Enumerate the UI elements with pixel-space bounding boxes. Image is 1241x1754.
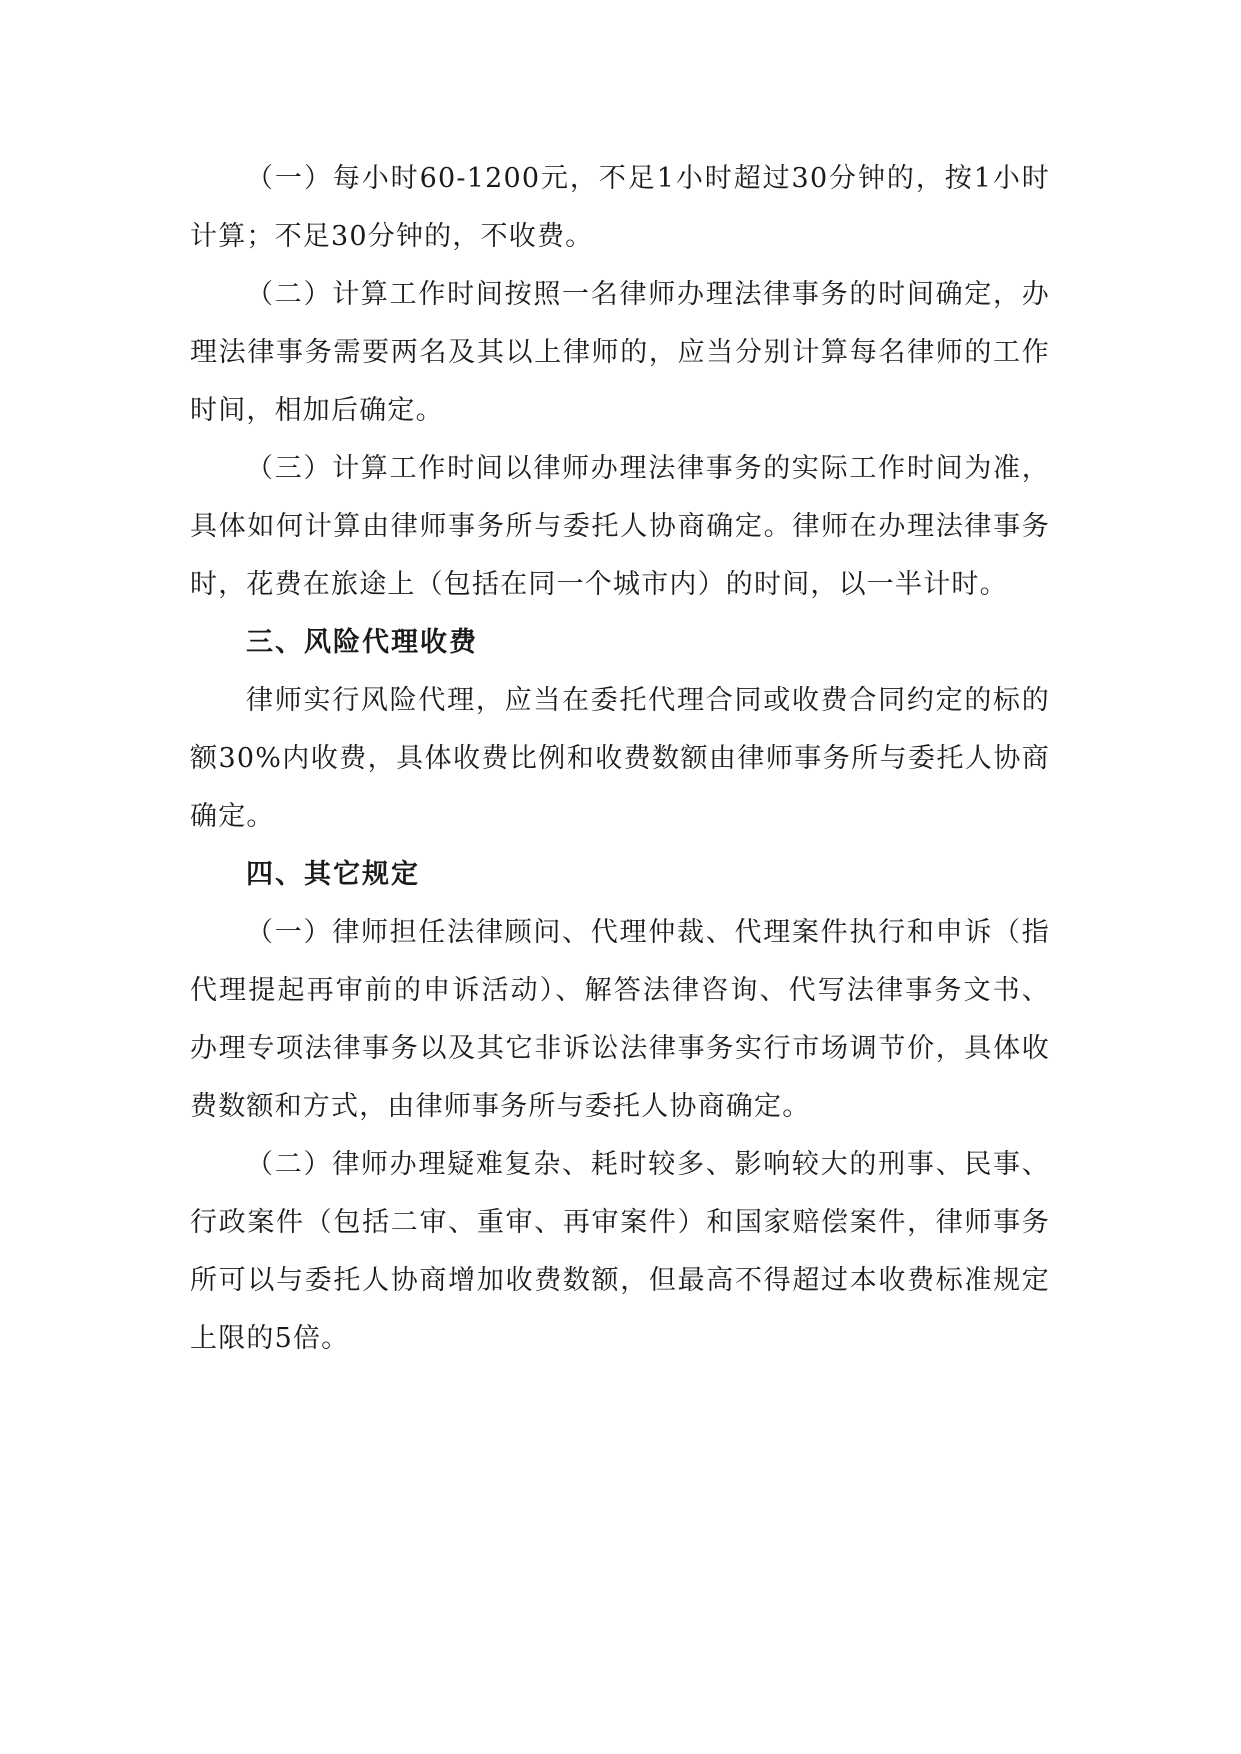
section-heading-risk-agency: 三、风险代理收费 — [246, 627, 478, 658]
paragraph-work-time-calculation: （二）计算工作时间按照一名律师办理法律事务的时间确定，办理法律事务需要两名及其以上律师的，应当分别计算每名律师的工作时间，相加后确定。 — [190, 279, 1050, 426]
paragraph-actual-work-time: （三）计算工作时间以律师办理法律事务的实际工作时间为准，具体如何计算由律师事务所与委托人协商确定。律师在办理法律事务时，花费在旅途上（包括在同一个城市内）的时间，以一半计时。 — [190, 453, 1050, 600]
paragraph-market-price: （一）律师担任法律顾问、代理仲裁、代理案件执行和申诉（指代理提起再审前的申诉活动）、解答法律咨询、代写法律事务文书、办理专项法律事务以及其它非诉讼法律事务实行市场调节价，具体收费数额和方式，由律师事务所与委托人协商确定。 — [190, 917, 1050, 1122]
section-heading-other-rules: 四、其它规定 — [246, 859, 420, 890]
paragraph-risk-agency: 律师实行风险代理，应当在委托代理合同或收费合同约定的标的额30%内收费，具体收费比例和收费数额由律师事务所与委托人协商确定。 — [190, 685, 1050, 832]
paragraph-hourly-rate: （一）每小时60-1200元，不足1小时超过30分钟的，按1小时计算；不足30分钟的，不收费。 — [190, 163, 1050, 252]
paragraph-complex-cases: （二）律师办理疑难复杂、耗时较多、影响较大的刑事、民事、行政案件（包括二审、重审、再审案件）和国家赔偿案件，律师事务所可以与委托人协商增加收费数额，但最高不得超过本收费标准规定上限的5倍。 — [190, 1149, 1050, 1354]
document-page — [190, 150, 1050, 1710]
